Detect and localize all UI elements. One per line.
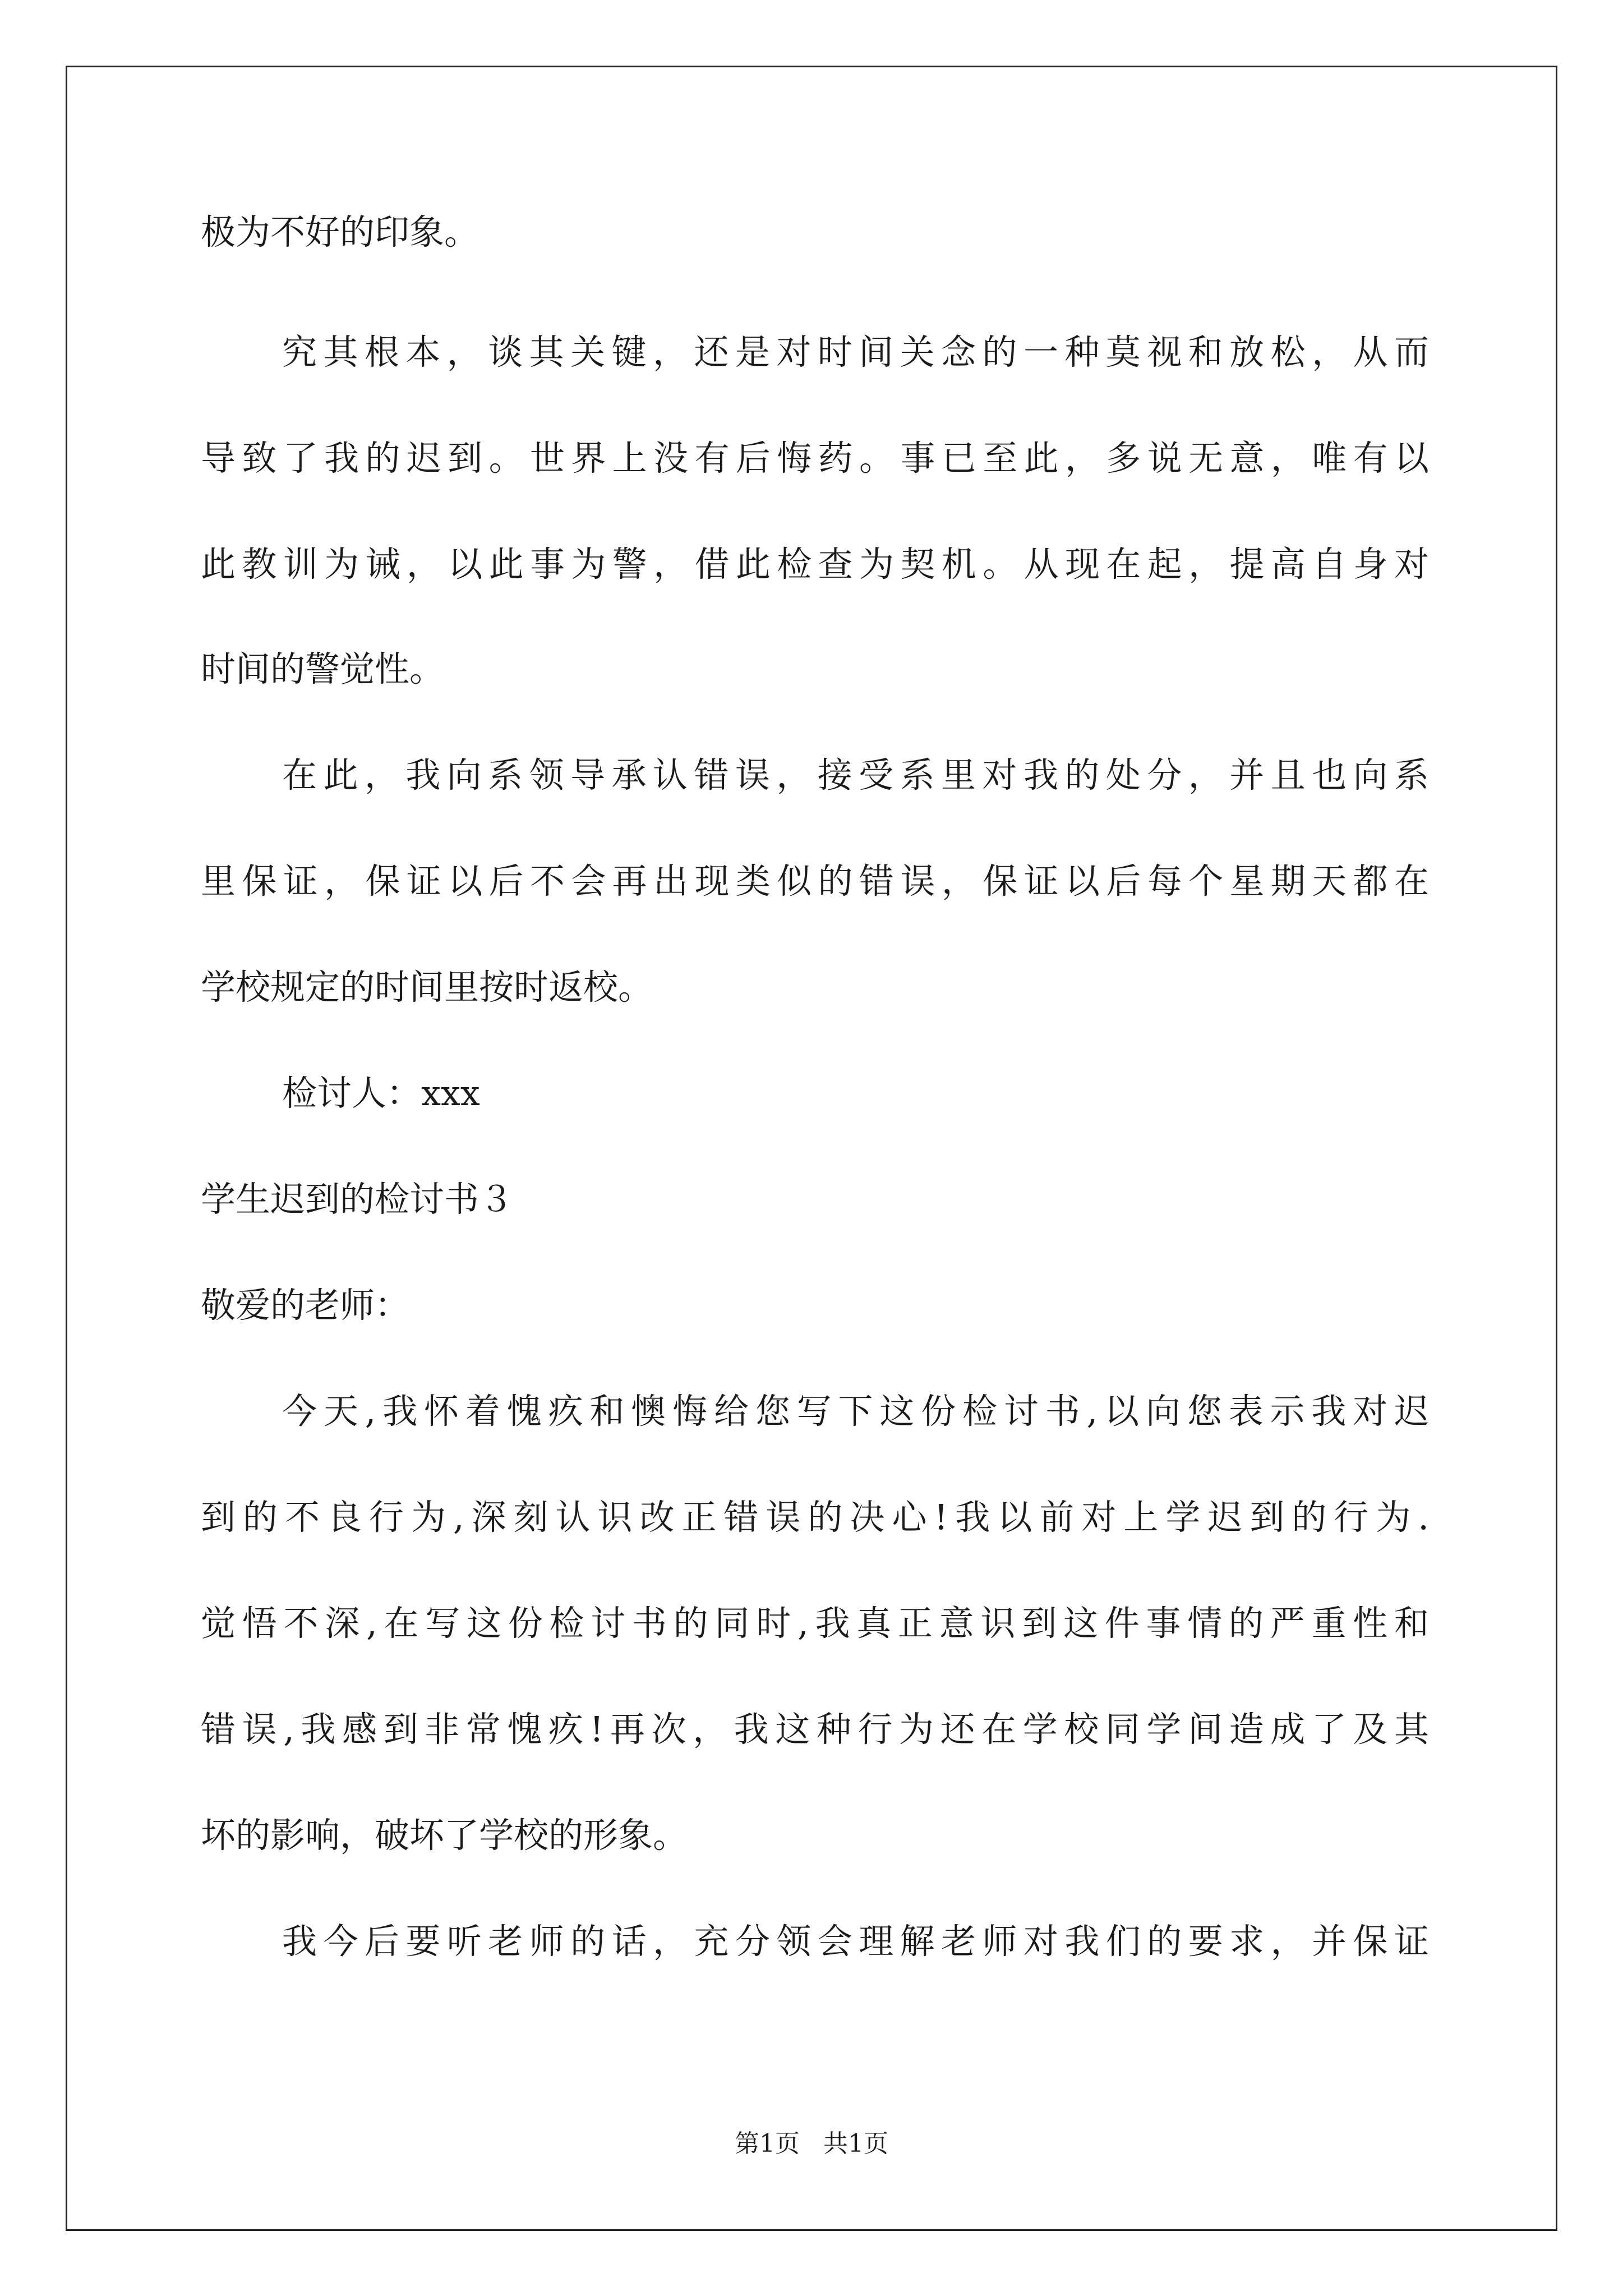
text-line: 极为不好的印象。 bbox=[201, 211, 479, 252]
text-line: 觉悟不深,在写这份检讨书的同时,我真正意识到这件事情的严重性和 bbox=[201, 1603, 1429, 1644]
salutation: 敬爱的老师： bbox=[201, 1285, 410, 1326]
text-line: 此教训为诫，以此事为警，借此检查为契机。从现在起，提高自身对 bbox=[201, 544, 1429, 585]
paragraph-line: 我今后要听老师的话，充分领会理解老师对我们的要求，并保证 bbox=[282, 1921, 1429, 1962]
signature-line: 检讨人：xxx bbox=[282, 1073, 480, 1114]
paragraph-line: 究其根本，谈其关键，还是对时间关念的一种莫视和放松，从而 bbox=[282, 332, 1429, 372]
section-title: 学生迟到的检讨书３ bbox=[201, 1179, 514, 1220]
text-line: 时间的警觉性。 bbox=[201, 648, 445, 689]
text-line: 里保证，保证以后不会再出现类似的错误，保证以后每个星期天都在 bbox=[201, 861, 1429, 901]
paragraph-line: 今天,我怀着愧疚和懊悔给您写下这份检讨书,以向您表示我对迟 bbox=[282, 1391, 1429, 1432]
page-number: 第1页 共1页 bbox=[735, 2129, 888, 2158]
text-line: 学校规定的时间里按时返校。 bbox=[201, 967, 653, 1007]
text-line: 导致了我的迟到。世界上没有后悔药。事已至此，多说无意，唯有以 bbox=[201, 438, 1429, 478]
paragraph-line: 在此，我向系领导承认错误，接受系里对我的处分，并且也向系 bbox=[282, 754, 1429, 795]
text-line: 坏的影响，破坏了学校的形象。 bbox=[201, 1815, 688, 1856]
page-border bbox=[66, 66, 1557, 2231]
text-line: 到的不良行为,深刻认识改正错误的决心!我以前对上学迟到的行为. bbox=[201, 1497, 1429, 1538]
text-line: 错误,我感到非常愧疚!再次，我这种行为还在学校同学间造成了及其 bbox=[201, 1709, 1429, 1750]
